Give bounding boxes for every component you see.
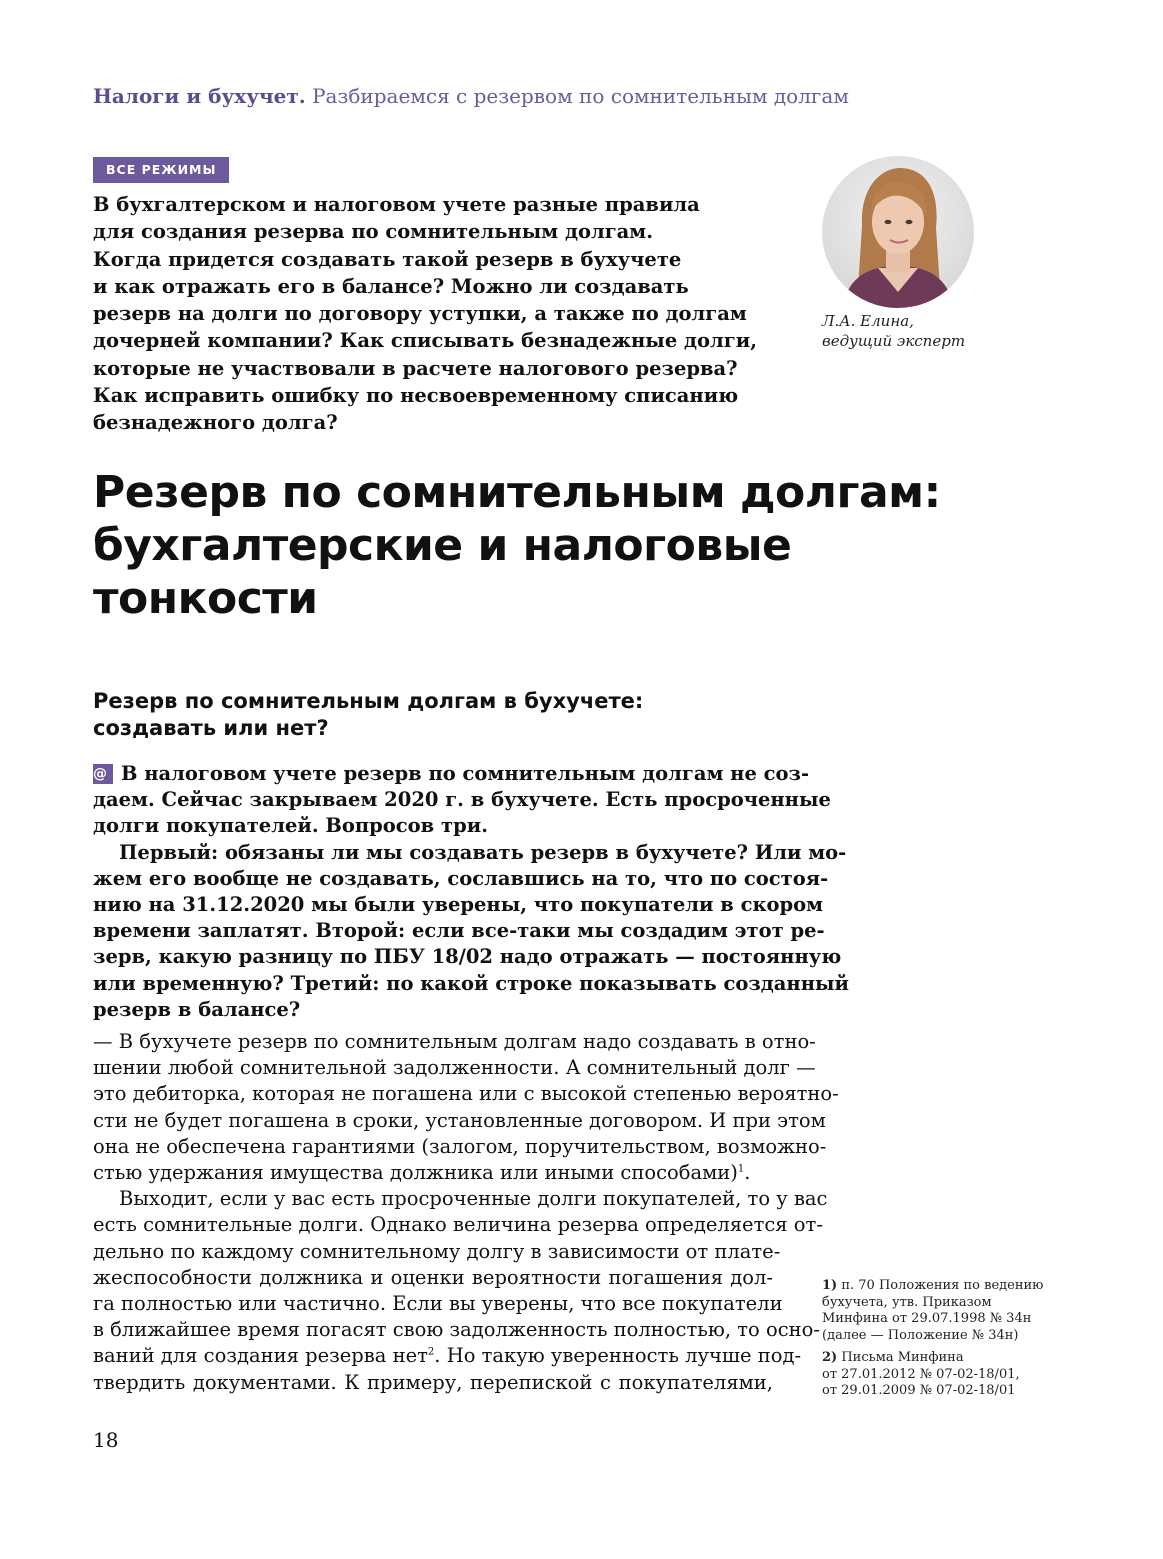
footnote-line: Письма Минфина xyxy=(841,1350,964,1365)
lead-line: резерв на долги по договору уступки, а также по долгам xyxy=(93,302,747,326)
author-caption xyxy=(822,311,965,351)
question-line: резерв в балансе? xyxy=(93,997,301,1021)
footnote-line: п. 70 Положения по ведению xyxy=(841,1278,1044,1293)
question-line: даем. Сейчас закрываем 2020 г. в бухучете. Есть просроченные xyxy=(93,788,831,812)
question-line: Первый: обязаны ли мы создавать резерв в бухучете? Или мо- xyxy=(119,840,847,864)
title-line: Резерв по сомнительным долгам: xyxy=(93,467,941,518)
author-portrait-icon xyxy=(822,156,974,308)
answer-line: жеспособности должника и оценки вероятности погашения дол- xyxy=(93,1265,773,1289)
lead-line: для создания резерва по сомнительным долгам. xyxy=(93,220,654,244)
title-line: тонкости xyxy=(93,573,318,624)
lead-line: которые не участвовали в расчете налогового резерва? xyxy=(93,356,738,380)
answer-line: ваний для создания резерва нет xyxy=(93,1344,428,1368)
lead-line: В бухгалтерском и налоговом учете разные правила xyxy=(93,193,700,216)
question-line: зерв, какую разницу по ПБУ 18/02 надо отражать — постоянную xyxy=(93,945,842,969)
regime-badge: ВСЕ РЕЖИМЫ xyxy=(93,157,229,183)
answer-line: Выходит, если у вас есть просроченные долги покупателей, то у вас xyxy=(119,1187,828,1211)
author-name: Л.А. Елина, xyxy=(822,312,914,330)
footnote-line: (далее — Положение № 34н) xyxy=(822,1327,1019,1343)
answer-line: . Но такую уверенность лучше под- xyxy=(434,1344,802,1368)
answer-line: в ближайшее время погасят свою задолженность полностью, то осно- xyxy=(93,1318,820,1342)
question-line: В налоговом учете резерв по сомнительным долгам не соз- xyxy=(121,762,810,785)
answer-line: га полностью или частично. Если вы уверены, что все покупатели xyxy=(93,1292,783,1316)
footnote-number: 1) xyxy=(822,1278,838,1293)
footnote-2 xyxy=(822,1350,1062,1400)
answer-line: твердить документами. К примеру, перепиской с покупателями, xyxy=(93,1370,773,1394)
question-line: нию на 31.12.2020 мы были уверены, что покупатели в скором xyxy=(93,893,824,917)
lead-line: Как исправить ошибку по несвоевременному списанию xyxy=(93,384,739,408)
answer-line: — В бухучете резерв по сомнительным долгам надо создавать в отно- xyxy=(93,1030,816,1053)
answer-line: она не обеспечена гарантиями (залогом, поручительством, возможно- xyxy=(93,1134,827,1158)
footnotes xyxy=(822,1278,1062,1406)
footnote-number: 2) xyxy=(822,1350,838,1365)
answer-line: есть сомнительные долги. Однако величина резерва определяется от- xyxy=(93,1213,823,1237)
question-line: долги покупателей. Вопросов три. xyxy=(93,814,488,838)
lead-line: дочерней компании? Как списывать безнадежные долги, xyxy=(93,329,757,353)
answer-line: стью удержания имущества должника или иными способами) xyxy=(93,1161,738,1185)
title-line: бухгалтерские и налоговые xyxy=(93,520,792,571)
answer-line: это дебиторка, которая не погашена или с высокой степенью вероятно- xyxy=(93,1082,839,1106)
lead-paragraph xyxy=(93,191,793,437)
lead-line: и как отражать его в балансе? Можно ли создавать xyxy=(93,274,689,298)
footnote-ref-1[interactable]: 1 xyxy=(737,1163,745,1175)
question-line: времени заплатят. Второй: если все-таки мы создадим этот ре- xyxy=(93,919,825,943)
reader-question xyxy=(93,761,849,1023)
question-at-icon: @ xyxy=(93,764,113,784)
author-photo xyxy=(822,156,974,308)
footnote-line: от 29.01.2009 № 07-02-18/01 xyxy=(822,1383,1016,1398)
section-subheading xyxy=(93,688,643,742)
running-head xyxy=(93,84,849,108)
lead-line: безнадежного долга? xyxy=(93,411,338,435)
subhead-line: создавать или нет? xyxy=(93,716,329,740)
question-line: жем его вообще не создавать, сославшись на то, что по состоя- xyxy=(93,866,829,890)
question-line: или временную? Третий: по какой строке показывать созданный xyxy=(93,971,849,995)
subhead-line: Резерв по сомнительным долгам в бухучете: xyxy=(93,689,644,713)
answer-line: дельно по каждому сомнительному долгу в зависимости от плате- xyxy=(93,1239,781,1263)
answer-line: сти не будет погашена в сроки, установленные договором. И при этом xyxy=(93,1108,826,1132)
author-role: ведущий эксперт xyxy=(822,332,966,350)
footnote-ref-2[interactable]: 2 xyxy=(427,1346,435,1358)
page-number: 18 xyxy=(93,1428,119,1452)
lead-line: Когда придется создавать такой резерв в бухучете xyxy=(93,247,682,271)
article-title xyxy=(93,466,941,625)
section-topic: Разбираемся с резервом по сомнительным долгам xyxy=(312,84,849,108)
footnote-1 xyxy=(822,1278,1062,1344)
answer-line: шении любой сомнительной задолженности. А сомнительный долг — xyxy=(93,1056,816,1080)
expert-answer: — В бухучете резерв по сомнительным долгам надо создавать в отно- шении любой сомнительной задолженности. А сомнительный долг — это дебиторка, которая не погашена или с высокой степенью вероятно- сти не будет погашена в сроки, установленные договором. И при этом она не обеспечена гарантиями (залогом, поручительством, возможно- стью удержания имущества должника или иными способами)$^1$. Выходит, если у вас есть просроченные долги покупателей, то у вас есть сомнительные долги. Однако величина резерва определяется от- дельно по каждому сомнительному долгу в зависимости от плате- жеспособности должника и оценки вероятности погашения дол- га полностью или частично. Если вы уверены, что все покупатели в ближайшее время погасят свою задолженность полностью, то осно- ваний для создания резерва нет$^2$. Но такую уверенность лучше под- твердить документами. К примеру, перепиской с покупателями, xyxy=(93,1029,773,1396)
footnote-line: Минфина от 29.07.1998 № 34н xyxy=(822,1311,1032,1326)
footnote-line: бухучета, утв. Приказом xyxy=(822,1294,992,1310)
footnote-line: от 27.01.2012 № 07-02-18/01, xyxy=(822,1366,1020,1382)
section-name: Налоги и бухучет. xyxy=(93,84,306,108)
